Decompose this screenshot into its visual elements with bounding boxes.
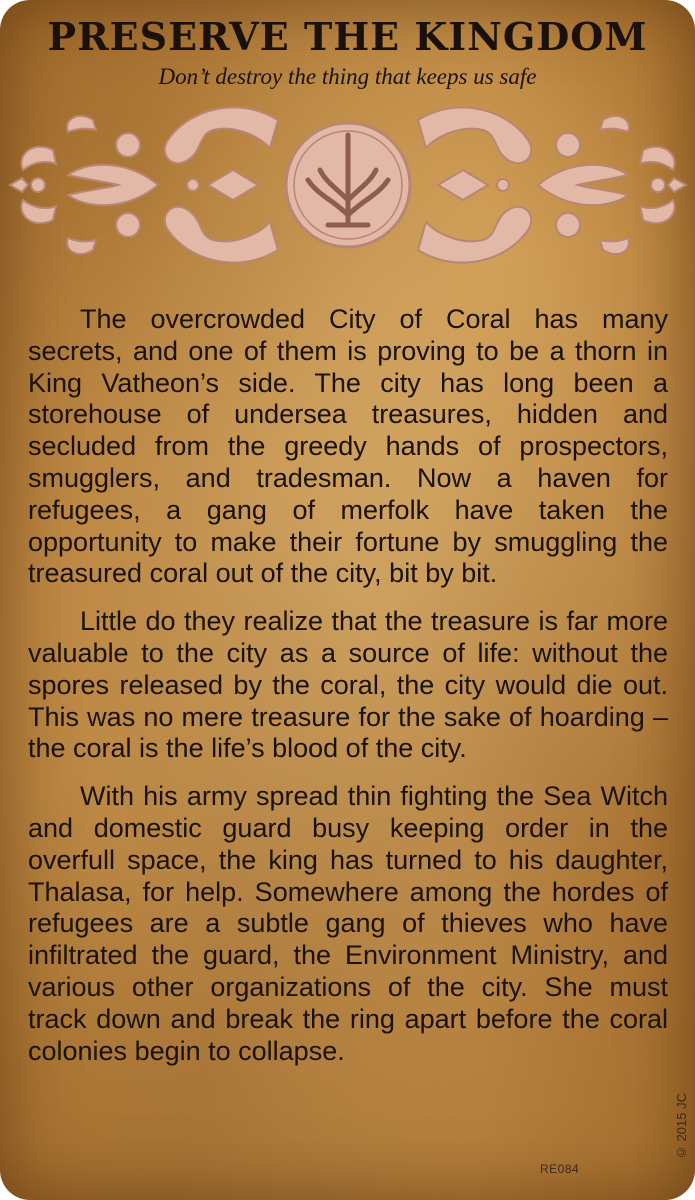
card-subtitle: Don’t destroy the thing that keeps us safe [158, 64, 537, 89]
story-paragraph-1: The overcrowded City of Coral has many secrets, and one of them is proving to be a thorn in King Vatheon’s side. The city has long been a storehouse of undersea treasures, hidden and secluded from the greedy hands of prospectors, smugglers, and tradesman. Now a haven for refugees, a gang of merfolk have taken the opportunity to make their fortune by smuggling the treasured coral out of the city, bit by bit. [28, 304, 668, 589]
coral-emblem-icon [286, 123, 410, 247]
ornamental-banner [8, 100, 688, 270]
card-title: PRESERVE THE KINGDOM [47, 14, 648, 59]
story-paragraph-2: Little do they realize that the treasure is far more valuable to the city as a source of life: without the spores released by the coral, the city would die out. This was no mere treasure for the sake of hoarding – the coral is the life’s blood of the city. [28, 606, 668, 764]
card-code: RE084 [540, 1162, 580, 1176]
story-paragraph-3: With his army spread thin fighting the Sea Witch and domestic guard busy keeping order in the overfull space, the king has turned to his daughter, Thalasa, for help. Somewhere among the hordes of refugees are a subtle gang of thieves who have infiltrated the guard, the Environment Ministry, and various other organizations of the city. She must track down and break the ring apart before the coral colonies begin to collapse. [28, 781, 668, 1066]
copyright-notice: © 2015 JC [674, 1092, 689, 1160]
story-text [28, 304, 668, 1083]
